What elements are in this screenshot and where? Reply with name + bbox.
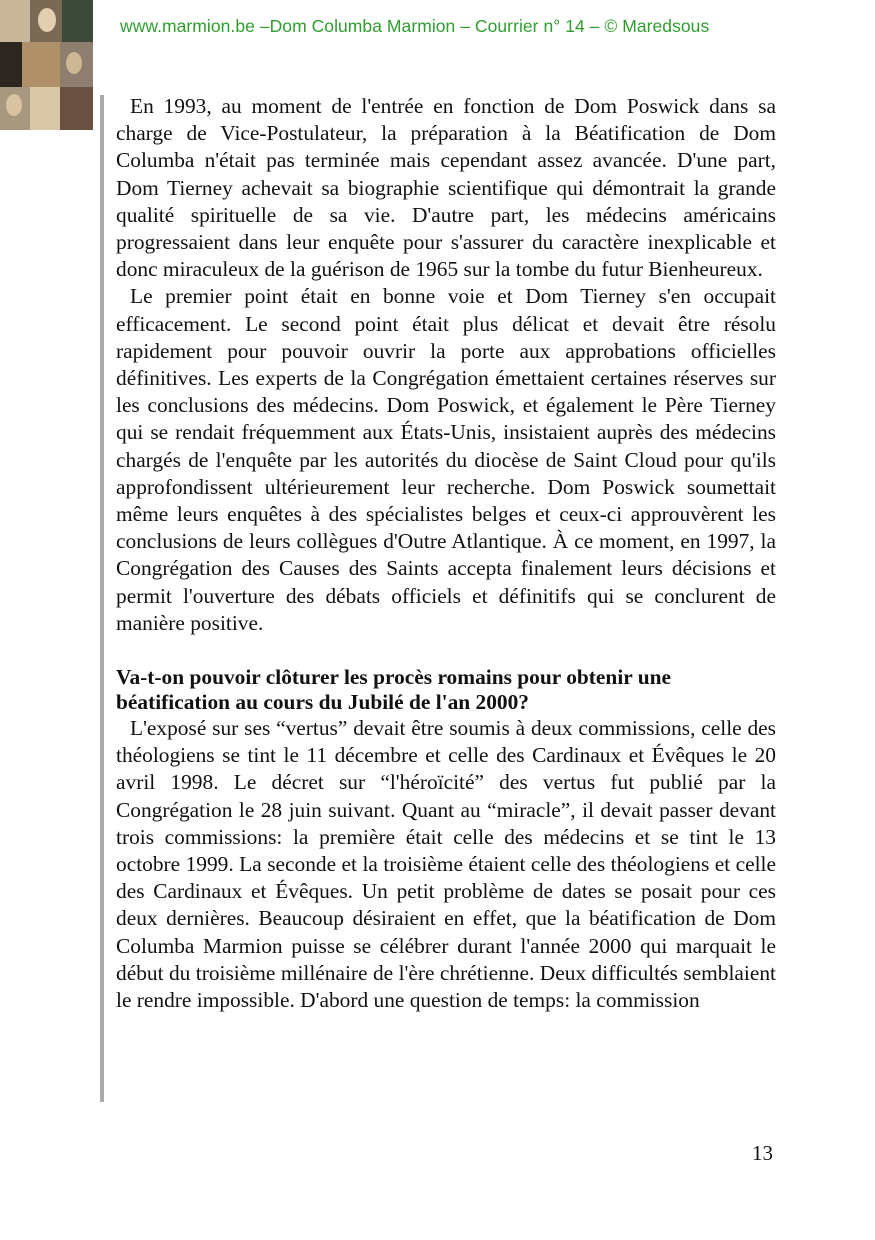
margin-bar	[100, 95, 104, 1102]
header-photo-collage	[0, 0, 93, 130]
page-number: 13	[752, 1141, 773, 1165]
paragraph-2: Le premier point était en bonne voie et Dom Tierney s'en occupait efficacement. Le second point était plus délicat et devait être résolu rapidement pour pouvoir ouvrir la porte aux approbations officielles définitives. Les experts de la Congrégation émettaient certaines réserves sur les conclusions des médecins. Dom Poswick, et également le Père Tierney qui se rendait fréquemment aux États-Unis, insistaient auprès des médecins chargés de l'enquête par les autorités du diocèse de Saint Cloud pour qu'ils approfondissent ultérieurement leur recherche. Dom Poswick soumettait même leurs enquêtes à des spécialistes belges et ceux-ci approuvèrent les conclusions de leurs collègues d'Outre Atlantique. À ce moment, en 1997, la Congrégation des Causes des Saints accepta finalement leurs décisions et permit l'ouverture des débats officiels et définitifs qui se conclurent de manière positive.	[116, 284, 776, 635]
article-body	[116, 93, 776, 1014]
header-site-line[interactable]: www.marmion.be –Dom Columba Marmion – Courrier n° 14 – © Maredsous	[120, 16, 710, 36]
paragraph-3: L'exposé sur ses “vertus” devait être soumis à deux commissions, celle des théologiens se tint le 11 décembre et celle des Cardinaux et Évêques le 20 avril 1998. Le décret sur “l'héroïcité” des vertus fut publié par la Congrégation le 28 juin suivant. Quant au “miracle”, il devait passer devant trois commissions: la première était celle des médecins et se tint le 13 octobre 1999. La seconde et la troisième étaient celle des théologiens et celle des Cardinaux et Évêques. Un petit problème de dates se posait pour ces deux dernières. Beaucoup désiraient en effet, que la béatification de Dom Columba Marmion puisse se célébrer durant l'année 2000 qui marquait le début du troisième millénaire de l'ère chrétienne. Deux difficultés semblaient le rendre impossible. D'abord une question de temps: la commission	[116, 716, 776, 1013]
section-heading: Va-t-on pouvoir clôturer les procès romains pour obtenir une béatification au cours du Jubilé de l'an 2000?	[116, 665, 672, 715]
paragraph-1: En 1993, au moment de l'entrée en fonction de Dom Poswick dans sa charge de Vice-Postulateur, la préparation à la Béatification de Dom Columba n'était pas terminée mais cependant assez avancée. D'une part, Dom Tierney achevait sa biographie scientifique qui démontrait la grande qualité spirituelle de sa vie. D'autre part, les médecins américains progressaient dans leur enquête pour s'assurer du caractère inexplicable et donc miraculeux de la guérison de 1965 sur la tombe du futur Bienheureux.	[116, 94, 776, 282]
